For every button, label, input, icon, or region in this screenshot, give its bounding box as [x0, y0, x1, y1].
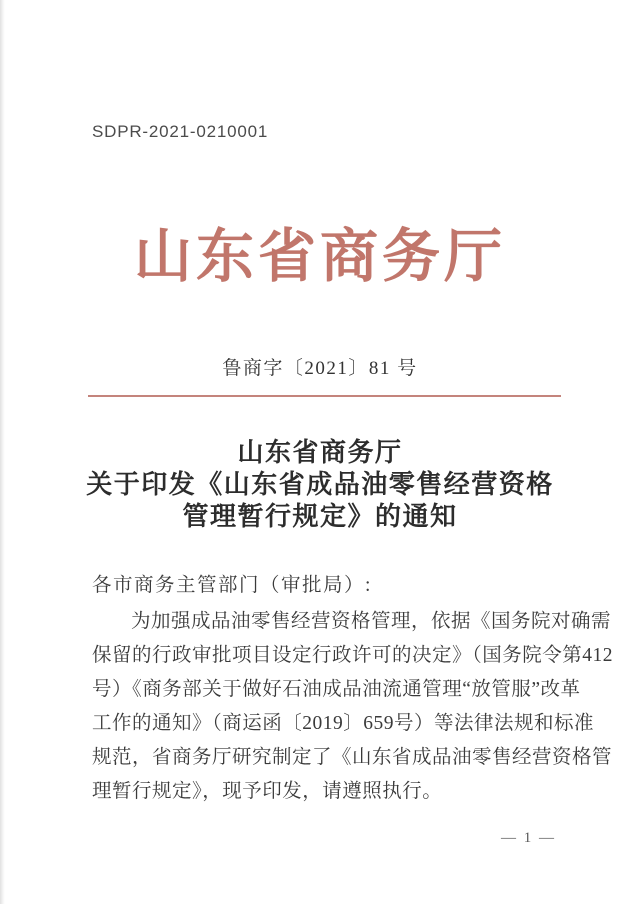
document-title-line-3: 管理暂行规定》的通知 — [182, 502, 458, 531]
issuing-agency-letterhead: 山东省商务厅 — [133, 224, 506, 289]
red-separator-line — [88, 395, 561, 397]
paragraph-line: 号）《商务部关于做好石油成品油流通管理“放管服”改革 — [92, 679, 581, 700]
salutation: 各市商务主管部门（审批局）: — [92, 575, 372, 596]
document-title-line-2: 关于印发《山东省成品油零售经营资格 — [86, 470, 554, 499]
paragraph-line: 工作的通知》（商运函〔2019〕659号）等法律法规和标准 — [92, 713, 595, 734]
paragraph-line: 为加强成品油零售经营资格管理，依据《国务院对确需 — [131, 611, 612, 632]
document-number: 鲁商字〔2021〕81 号 — [222, 358, 418, 379]
paragraph-line: 保留的行政审批项目设定行政许可的决定》（国务院令第412 — [92, 645, 614, 666]
doc-reference-code: SDPR-2021-0210001 — [92, 122, 269, 141]
page-number: — 1 — — [501, 830, 556, 846]
paragraph-line: 规范，省商务厅研究制定了《山东省成品油零售经营资格管 — [92, 747, 613, 768]
document-title — [0, 437, 640, 533]
body-paragraph — [92, 605, 614, 809]
paragraph-line: 理暂行规定》，现予印发，请遵照执行。 — [92, 781, 443, 802]
document-title-line-1: 山东省商务厅 — [237, 438, 403, 467]
